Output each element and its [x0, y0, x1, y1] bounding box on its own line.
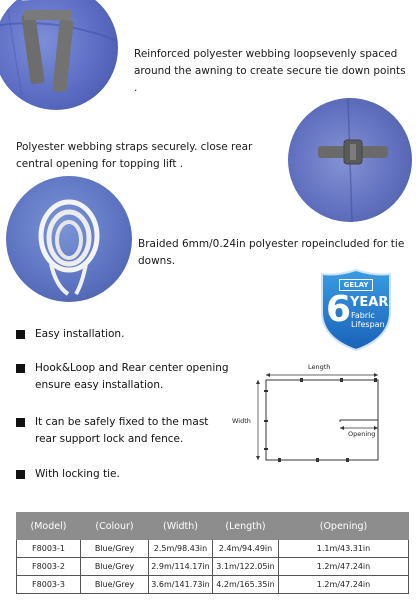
webbing-loop-photo	[0, 0, 118, 110]
bullet-item	[16, 414, 221, 448]
cell-length: 3.1m/122.05in	[213, 558, 279, 576]
badge-number: 6	[326, 289, 352, 330]
bullet-item	[16, 360, 231, 394]
cell-width: 2.9m/114.17in	[149, 558, 213, 576]
header-opening: (Opening)	[279, 513, 409, 540]
table-row	[17, 576, 409, 594]
length-label: Length	[308, 363, 331, 371]
table-row	[17, 540, 409, 558]
badge-brand: GELAY	[339, 279, 373, 291]
strap-buckle-photo	[288, 98, 412, 222]
table-row	[17, 558, 409, 576]
badge-word: YEAR	[350, 295, 389, 310]
bullet-square-icon	[16, 470, 25, 479]
cell-colour: Blue/Grey	[81, 540, 149, 558]
table-header-row	[17, 513, 409, 540]
dimension-diagram	[228, 362, 412, 472]
spec-table	[16, 512, 409, 594]
cell-model: F8003-2	[17, 558, 81, 576]
header-colour: (Colour)	[81, 513, 149, 540]
feature-rope-text: Braided 6mm/0.24in polyester ropeincluded for tie downs.	[138, 238, 405, 267]
header-width: (Width)	[149, 513, 213, 540]
year-lifespan-badge	[318, 268, 394, 352]
bullet-item	[16, 466, 236, 483]
feature-straps-text: Polyester webbing straps securely. close rear central opening for topping lift .	[16, 141, 253, 170]
header-model: (Model)	[17, 513, 81, 540]
cell-length: 2.4m/94.49in	[213, 540, 279, 558]
cell-colour: Blue/Grey	[81, 576, 149, 594]
bullet-text: With locking tie.	[35, 468, 120, 480]
bullet-square-icon	[16, 364, 25, 373]
cell-model: F8003-1	[17, 540, 81, 558]
cell-width: 3.6m/141.73in	[149, 576, 213, 594]
cell-opening: 1.2m/47.24in	[279, 576, 409, 594]
bullet-text: Easy installation.	[35, 328, 125, 340]
bullet-text: It can be safely fixed to the mast rear support lock and fence.	[35, 416, 209, 445]
badge-line1: Fabric	[351, 311, 375, 320]
header-length: (Length)	[213, 513, 279, 540]
cell-opening: 1.2m/47.24in	[279, 558, 409, 576]
cell-opening: 1.1m/43.31in	[279, 540, 409, 558]
cell-model: F8003-3	[17, 576, 81, 594]
width-label: Width	[232, 417, 251, 425]
bullet-text: Hook&Loop and Rear center opening ensure easy installation.	[35, 362, 229, 391]
cell-width: 2.5m/98.43in	[149, 540, 213, 558]
rope-photo	[6, 176, 132, 302]
cell-colour: Blue/Grey	[81, 558, 149, 576]
badge-line2: Lifespan	[351, 320, 385, 329]
feature-webbing-loops-text: Reinforced polyester webbing loopsevenly spaced around the awning to create secure tie down points .	[134, 48, 406, 94]
bullet-square-icon	[16, 330, 25, 339]
cell-length: 4.2m/165.35in	[213, 576, 279, 594]
opening-label: Opening	[348, 430, 376, 438]
bullet-item	[16, 326, 236, 343]
bullet-square-icon	[16, 418, 25, 427]
